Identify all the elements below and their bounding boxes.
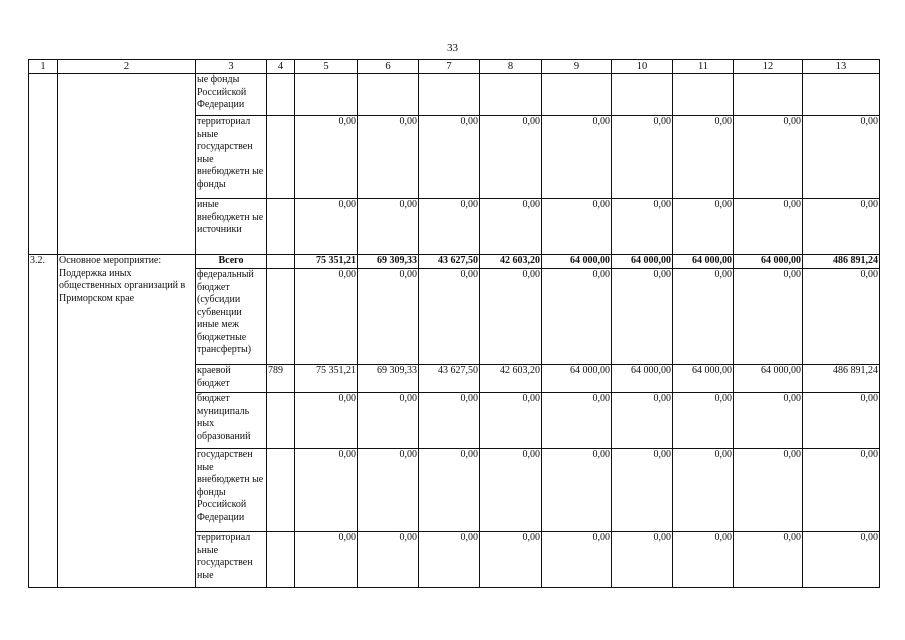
- value-cell: 0,00: [480, 393, 542, 449]
- column-header: 10: [612, 60, 673, 74]
- funding-source: иные внебюджетн ые источники: [196, 199, 267, 255]
- value-cell: 0,00: [419, 449, 480, 532]
- value-cell: 0,00: [480, 116, 542, 199]
- value-cell: 0,00: [480, 449, 542, 532]
- value-cell: 0,00: [734, 532, 803, 588]
- value-cell: 64 000,00: [734, 365, 803, 393]
- total-row: [29, 255, 880, 269]
- total-value: 69 309,33: [358, 255, 419, 269]
- value-cell: 0,00: [673, 269, 734, 365]
- value-cell: 0,00: [295, 199, 358, 255]
- column-header: 11: [673, 60, 734, 74]
- funding-source: ые фонды Российской Федерации: [196, 74, 267, 116]
- value-cell: 0,00: [480, 269, 542, 365]
- funding-source: бюджет муниципаль ных образований: [196, 393, 267, 449]
- code-cell: [267, 532, 295, 588]
- value-cell: 0,00: [358, 393, 419, 449]
- page-number: 33: [447, 42, 458, 54]
- funding-source: государствен ные внебюджетн ые фонды Российской Федерации: [196, 449, 267, 532]
- value-cell: [419, 74, 480, 116]
- value-cell: 0,00: [734, 393, 803, 449]
- item-title-cell: [58, 74, 196, 255]
- value-cell: 0,00: [419, 116, 480, 199]
- value-cell: [612, 74, 673, 116]
- total-value: 43 627,50: [419, 255, 480, 269]
- value-cell: 0,00: [673, 449, 734, 532]
- total-value: 64 000,00: [673, 255, 734, 269]
- funding-source: краевой бюджет: [196, 365, 267, 393]
- value-cell: 0,00: [673, 199, 734, 255]
- total-label: Всего: [196, 255, 267, 269]
- value-cell: 0,00: [542, 393, 612, 449]
- table-row: [29, 74, 880, 116]
- value-cell: 0,00: [419, 532, 480, 588]
- column-header: 1: [29, 60, 58, 74]
- budget-table: [28, 59, 880, 588]
- value-cell: 0,00: [419, 393, 480, 449]
- value-cell: 0,00: [734, 199, 803, 255]
- value-cell: 0,00: [612, 269, 673, 365]
- value-cell: 0,00: [358, 269, 419, 365]
- value-cell: 0,00: [295, 116, 358, 199]
- value-cell: 0,00: [419, 199, 480, 255]
- value-cell: 0,00: [480, 532, 542, 588]
- total-value: 64 000,00: [542, 255, 612, 269]
- value-cell: 0,00: [803, 116, 880, 199]
- total-value: 75 351,21: [295, 255, 358, 269]
- value-cell: 0,00: [542, 199, 612, 255]
- code-cell: [267, 393, 295, 449]
- value-cell: 0,00: [480, 199, 542, 255]
- code-cell: [267, 255, 295, 269]
- value-cell: 0,00: [358, 116, 419, 199]
- value-cell: 69 309,33: [358, 365, 419, 393]
- column-header: 5: [295, 60, 358, 74]
- value-cell: 0,00: [673, 532, 734, 588]
- value-cell: 0,00: [803, 532, 880, 588]
- value-cell: 0,00: [612, 393, 673, 449]
- column-header: 2: [58, 60, 196, 74]
- value-cell: 0,00: [542, 449, 612, 532]
- value-cell: 0,00: [803, 393, 880, 449]
- value-cell: 43 627,50: [419, 365, 480, 393]
- value-cell: 0,00: [358, 449, 419, 532]
- total-value: 64 000,00: [734, 255, 803, 269]
- value-cell: 0,00: [295, 393, 358, 449]
- item-title: Основное мероприятие: Поддержка иных общественных организаций в Приморском крае: [58, 255, 196, 588]
- value-cell: 0,00: [612, 199, 673, 255]
- code-cell: [267, 449, 295, 532]
- column-number-row: [29, 60, 880, 74]
- value-cell: [673, 74, 734, 116]
- value-cell: 0,00: [803, 449, 880, 532]
- value-cell: 0,00: [542, 269, 612, 365]
- value-cell: [480, 74, 542, 116]
- code-cell: [267, 199, 295, 255]
- value-cell: 0,00: [612, 449, 673, 532]
- code-cell: 789: [267, 365, 295, 393]
- value-cell: 64 000,00: [673, 365, 734, 393]
- value-cell: 0,00: [295, 449, 358, 532]
- value-cell: 64 000,00: [612, 365, 673, 393]
- column-header: 12: [734, 60, 803, 74]
- value-cell: 42 603,20: [480, 365, 542, 393]
- value-cell: 0,00: [803, 269, 880, 365]
- column-header: 9: [542, 60, 612, 74]
- value-cell: 64 000,00: [542, 365, 612, 393]
- value-cell: 0,00: [734, 116, 803, 199]
- value-cell: [803, 74, 880, 116]
- value-cell: 0,00: [358, 532, 419, 588]
- total-value: 486 891,24: [803, 255, 880, 269]
- value-cell: 0,00: [542, 116, 612, 199]
- value-cell: 0,00: [295, 532, 358, 588]
- value-cell: 0,00: [673, 393, 734, 449]
- value-cell: 0,00: [419, 269, 480, 365]
- value-cell: [295, 74, 358, 116]
- funding-source: территориал ьные государствен ные внебюджетн ые фонды: [196, 116, 267, 199]
- column-header: 3: [196, 60, 267, 74]
- value-cell: 0,00: [673, 116, 734, 199]
- column-header: 4: [267, 60, 295, 74]
- value-cell: 0,00: [612, 116, 673, 199]
- value-cell: 0,00: [612, 532, 673, 588]
- total-value: 64 000,00: [612, 255, 673, 269]
- item-number: 3.2.: [29, 255, 58, 588]
- value-cell: 486 891,24: [803, 365, 880, 393]
- code-cell: [267, 269, 295, 365]
- column-header: 13: [803, 60, 880, 74]
- value-cell: 0,00: [358, 199, 419, 255]
- value-cell: [734, 74, 803, 116]
- code-cell: [267, 74, 295, 116]
- value-cell: 75 351,21: [295, 365, 358, 393]
- value-cell: [358, 74, 419, 116]
- item-number-cell: [29, 74, 58, 255]
- value-cell: 0,00: [295, 269, 358, 365]
- column-header: 8: [480, 60, 542, 74]
- column-header: 6: [358, 60, 419, 74]
- value-cell: 0,00: [803, 199, 880, 255]
- value-cell: [542, 74, 612, 116]
- value-cell: 0,00: [734, 449, 803, 532]
- value-cell: 0,00: [734, 269, 803, 365]
- value-cell: 0,00: [542, 532, 612, 588]
- funding-source: федеральный бюджет (субсидии субвенции иные меж бюджетные трансферты): [196, 269, 267, 365]
- total-value: 42 603,20: [480, 255, 542, 269]
- column-header: 7: [419, 60, 480, 74]
- code-cell: [267, 116, 295, 199]
- funding-source: территориал ьные государствен ные: [196, 532, 267, 588]
